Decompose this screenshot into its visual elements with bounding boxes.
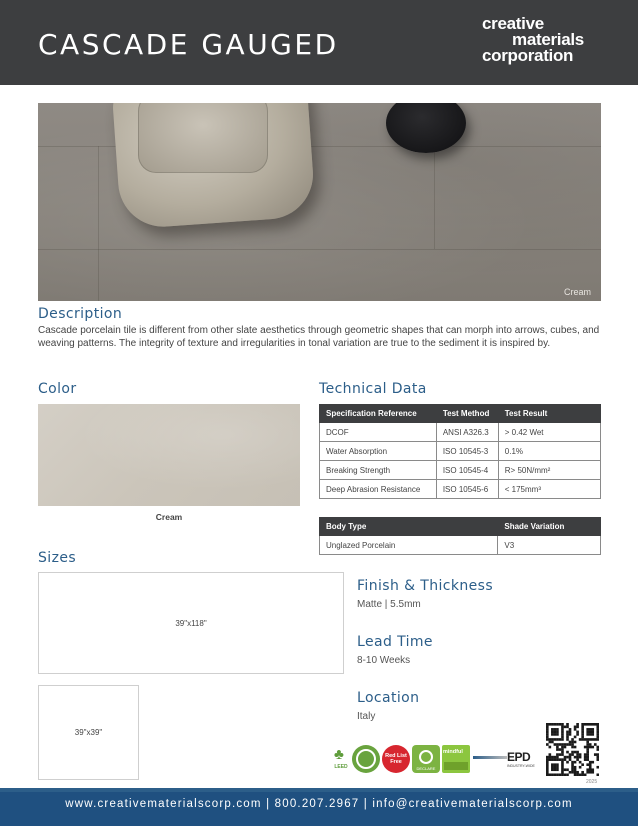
table-row [320,461,601,480]
qr-module [581,726,584,729]
qr-module [586,728,589,731]
qr-module [581,738,584,741]
qr-module [564,743,567,746]
qr-module [556,731,559,734]
qr-module [589,743,592,746]
qr-module [556,756,559,759]
qr-module [586,763,589,766]
qr-module [561,766,564,769]
qr-module [561,771,564,774]
qr-module [596,756,599,759]
qr-module [596,731,599,734]
qr-module [596,766,599,769]
qr-module [579,766,582,769]
qr-module [574,746,577,749]
qr-module [566,723,569,726]
table-row [320,423,601,442]
qr-module [546,763,549,766]
qr-module [549,758,552,761]
table-cell: Deep Abrasion Resistance [320,480,437,499]
qr-module [559,753,562,756]
leed-badge-label: LEED [334,764,348,770]
qr-module [591,733,594,736]
qr-module [574,736,577,739]
qr-module [576,771,579,774]
qr-module [571,751,574,754]
description-text: Cascade porcelain tile is different from other slate aesthetics through geometric shapes that can morph into arrows, cubes, and weaving patterns. The integrity of texture and irregularities in tonal variation are true to the sediment it is inspired by. [38,325,600,349]
table-cell: Breaking Strength [320,461,437,480]
qr-module [554,743,557,746]
qr-module [569,753,572,756]
qr-module [574,773,577,776]
qr-module [581,773,584,776]
qr-module [594,723,597,726]
qr-module [554,733,557,736]
qr-module [556,758,559,761]
qr-module [581,723,584,726]
red-list-free-label: Red List Free [385,753,407,765]
logo-line-creative: creative [482,14,544,33]
qr-module [571,766,574,769]
technical-data-heading: Technical Data [319,381,427,397]
qr-module [551,723,554,726]
qr-module [576,756,579,759]
table-cell: ANSI A326.3 [436,423,498,442]
qr-module [556,773,559,776]
qr-module [596,736,599,739]
qr-module [549,738,552,741]
leed-badge-icon [330,745,352,773]
qr-module [551,733,554,736]
color-heading: Color [38,381,77,397]
qr-module [589,761,592,764]
qr-code-icon [546,723,599,776]
hero-room-image [38,103,601,301]
qr-module [581,731,584,734]
qr-module [561,736,564,739]
qr-module [586,751,589,754]
color-swatch-cream [38,404,300,506]
qr-module [546,758,549,761]
qr-module [559,748,562,751]
table-header: Test Method [436,405,498,423]
qr-module [569,741,572,744]
qr-module [589,738,592,741]
lead-time-heading: Lead Time [357,634,433,650]
table-cell: Water Absorption [320,442,437,461]
sizes-heading: Sizes [38,550,77,566]
qr-module [574,768,577,771]
qr-module [561,773,564,776]
qr-module [561,753,564,756]
qr-module [551,756,554,759]
qr-module [591,723,594,726]
qr-module [594,743,597,746]
qr-module [579,753,582,756]
qr-module [561,763,564,766]
qr-module [554,731,557,734]
qr-module [566,773,569,776]
qr-module [569,731,572,734]
epd-sub-label: INDUSTRY-WIDE [507,764,535,768]
qr-module [559,773,562,776]
qr-module [551,741,554,744]
qr-module [574,761,577,764]
table-header: Specification Reference [320,405,437,423]
qr-module [586,738,589,741]
qr-module [589,763,592,766]
color-swatch-label: Cream [155,512,183,522]
qr-module [579,738,582,741]
qr-module [551,738,554,741]
page-footer [0,792,638,826]
qr-module [569,743,572,746]
finish-heading: Finish & Thickness [357,578,494,594]
qr-module [546,743,549,746]
qr-module [579,756,582,759]
qr-module [576,753,579,756]
qr-module [574,728,577,731]
table-row [320,480,601,499]
qr-module [561,728,564,731]
qr-module [581,763,584,766]
qr-module [574,766,577,769]
table-row [320,536,601,555]
qr-module [581,771,584,774]
table-cell: ISO 10545-6 [436,480,498,499]
qr-module [589,771,592,774]
qr-module [556,728,559,731]
qr-module [556,753,559,756]
qr-module [596,723,599,726]
qr-module [569,728,572,731]
qr-module [574,771,577,774]
qr-module [596,748,599,751]
qr-module [589,728,592,731]
qr-module [566,743,569,746]
qr-module [554,723,557,726]
qr-module [564,756,567,759]
qr-module [596,726,599,729]
qr-module [561,758,564,761]
qr-module [571,746,574,749]
body-type-table [319,517,601,555]
lead-time-value: 8-10 Weeks [357,655,411,666]
qr-module [586,733,589,736]
qr-module [584,773,587,776]
qr-module [549,756,552,759]
mindful-materials-badge-icon [442,745,470,773]
qr-module [561,723,564,726]
table-header-row [320,405,601,423]
qr-module [546,756,549,759]
qr-module [591,768,594,771]
qr-module [559,758,562,761]
qr-module [556,766,559,769]
size-39x118-box [38,572,344,674]
logo-line-corporation: corporation [482,46,574,65]
red-list-free-badge-icon [382,745,410,773]
qr-module [576,726,579,729]
qr-module [554,728,557,731]
qr-module [586,771,589,774]
qr-module [549,746,552,749]
qr-module [596,773,599,776]
qr-module [571,771,574,774]
qr-module [566,726,569,729]
qr-module [584,738,587,741]
table-cell: Unglazed Porcelain [320,536,498,555]
qr-module [546,768,549,771]
qr-module [549,741,552,744]
qr-module [589,723,592,726]
qr-module [566,756,569,759]
qr-module [561,761,564,764]
qr-module [586,743,589,746]
qr-module [584,758,587,761]
qr-module [589,766,592,769]
qr-module [556,768,559,771]
qr-module [564,746,567,749]
qr-module [591,731,594,734]
qr-module [556,738,559,741]
size-label: 39"x39" [74,728,103,737]
qr-module [556,733,559,736]
hero-caption: Cream [563,287,591,297]
qr-module [561,748,564,751]
qr-module [576,731,579,734]
qr-module [586,723,589,726]
year-label: 2025 [586,779,598,785]
qr-module [551,773,554,776]
qr-module [579,761,582,764]
qr-module [584,746,587,749]
qr-module [566,751,569,754]
qr-module [584,723,587,726]
mindful-label: mindful [443,749,463,755]
qr-module [591,728,594,731]
qr-module [566,738,569,741]
qr-module [559,738,562,741]
qr-module [556,746,559,749]
table-cell: > 0.42 Wet [498,423,600,442]
location-heading: Location [357,690,420,706]
qr-module [581,736,584,739]
qr-module [584,753,587,756]
qr-module [561,733,564,736]
qr-module [571,761,574,764]
qr-module [571,741,574,744]
qr-module [591,771,594,774]
qr-module [546,726,549,729]
qr-module [574,751,577,754]
qr-module [554,773,557,776]
green-circle-badge-icon [352,745,380,773]
qr-module [571,768,574,771]
qr-module [546,761,549,764]
qr-module [551,766,554,769]
qr-module [559,723,562,726]
qr-module [556,743,559,746]
qr-module [589,733,592,736]
table-cell: R> 50N/mm² [498,461,600,480]
qr-module [594,738,597,741]
table-cell: ISO 10545-3 [436,442,498,461]
qr-module [571,753,574,756]
qr-module [581,733,584,736]
qr-module [561,751,564,754]
table-cell: ISO 10545-4 [436,461,498,480]
finish-value: Matte | 5.5mm [357,599,421,610]
qr-module [546,728,549,731]
qr-module [574,726,577,729]
qr-module [561,768,564,771]
qr-module [571,743,574,746]
qr-module [559,743,562,746]
qr-module [586,748,589,751]
footer-contact-text: www.creativematerialscorp.com | 800.207.2967 | info@creativematerialscorp.com [65,798,573,810]
qr-module [554,763,557,766]
qr-module [546,738,549,741]
qr-module [556,748,559,751]
qr-module [584,756,587,759]
chair-seat-image [138,103,268,173]
qr-module [561,738,564,741]
qr-module [566,731,569,734]
qr-module [551,728,554,731]
declare-label: DECLARE [416,766,436,771]
qr-module [596,733,599,736]
qr-module [596,738,599,741]
qr-module [576,733,579,736]
qr-module [566,768,569,771]
qr-module [581,728,584,731]
qr-module [554,738,557,741]
qr-module [594,753,597,756]
qr-module [554,756,557,759]
qr-module [564,768,567,771]
qr-module [576,773,579,776]
qr-module [589,731,592,734]
qr-module [576,758,579,761]
declare-badge-icon [412,745,440,773]
qr-module [569,771,572,774]
qr-module [566,736,569,739]
qr-module [569,758,572,761]
company-logo [482,16,612,64]
clover-icon: ♣ [334,746,344,763]
qr-module [596,746,599,749]
qr-module [546,731,549,734]
qr-module [586,758,589,761]
qr-module [546,723,549,726]
qr-module [566,761,569,764]
technical-data-table [319,404,601,499]
qr-module [551,763,554,766]
qr-module [579,773,582,776]
qr-module [591,746,594,749]
table-row [320,442,601,461]
qr-module [589,768,592,771]
epd-badge-icon [473,745,535,773]
size-label: 39"x118" [175,618,207,628]
qr-module [571,763,574,766]
table-header: Test Result [498,405,600,423]
qr-module [591,738,594,741]
qr-module [576,751,579,754]
qr-module [546,773,549,776]
page-header [0,0,638,85]
qr-module [586,746,589,749]
qr-module [546,733,549,736]
table-cell: V3 [498,536,601,555]
product-title: CASCADE GAUGED [38,28,339,61]
qr-module [571,738,574,741]
qr-module [546,766,549,769]
qr-module [551,731,554,734]
qr-module [586,756,589,759]
qr-module [561,746,564,749]
qr-module [564,758,567,761]
description-heading: Description [38,306,123,322]
qr-module [546,736,549,739]
location-value: Italy [357,711,376,722]
qr-module [561,726,564,729]
qr-module [586,768,589,771]
qr-module [564,726,567,729]
qr-module [574,756,577,759]
qr-module [554,758,557,761]
qr-module [554,768,557,771]
qr-module [556,763,559,766]
qr-module [561,731,564,734]
table-cell: < 175mm³ [498,480,600,499]
table-header-row [320,518,601,536]
qr-module [566,733,569,736]
epd-label: EPD [507,750,531,764]
qr-module [589,746,592,749]
qr-module [596,728,599,731]
qr-module [546,771,549,774]
qr-module [591,761,594,764]
qr-module [569,756,572,759]
table-cell: DCOF [320,423,437,442]
qr-module [556,723,559,726]
qr-module [561,743,564,746]
qr-module [596,753,599,756]
qr-module [574,741,577,744]
qr-module [549,753,552,756]
qr-module [564,773,567,776]
qr-module [586,753,589,756]
table-header: Body Type [320,518,498,536]
size-39x39-box [38,685,139,780]
qr-module [576,723,579,726]
qr-module [551,768,554,771]
qr-module [549,773,552,776]
qr-module [551,758,554,761]
qr-module [586,731,589,734]
qr-module [596,758,599,761]
qr-module [549,723,552,726]
qr-module [554,766,557,769]
logo-line-materials: materials [512,30,584,49]
qr-module [586,741,589,744]
table-cell: 0.1% [498,442,600,461]
qr-module [569,733,572,736]
table-header: Shade Variation [498,518,601,536]
